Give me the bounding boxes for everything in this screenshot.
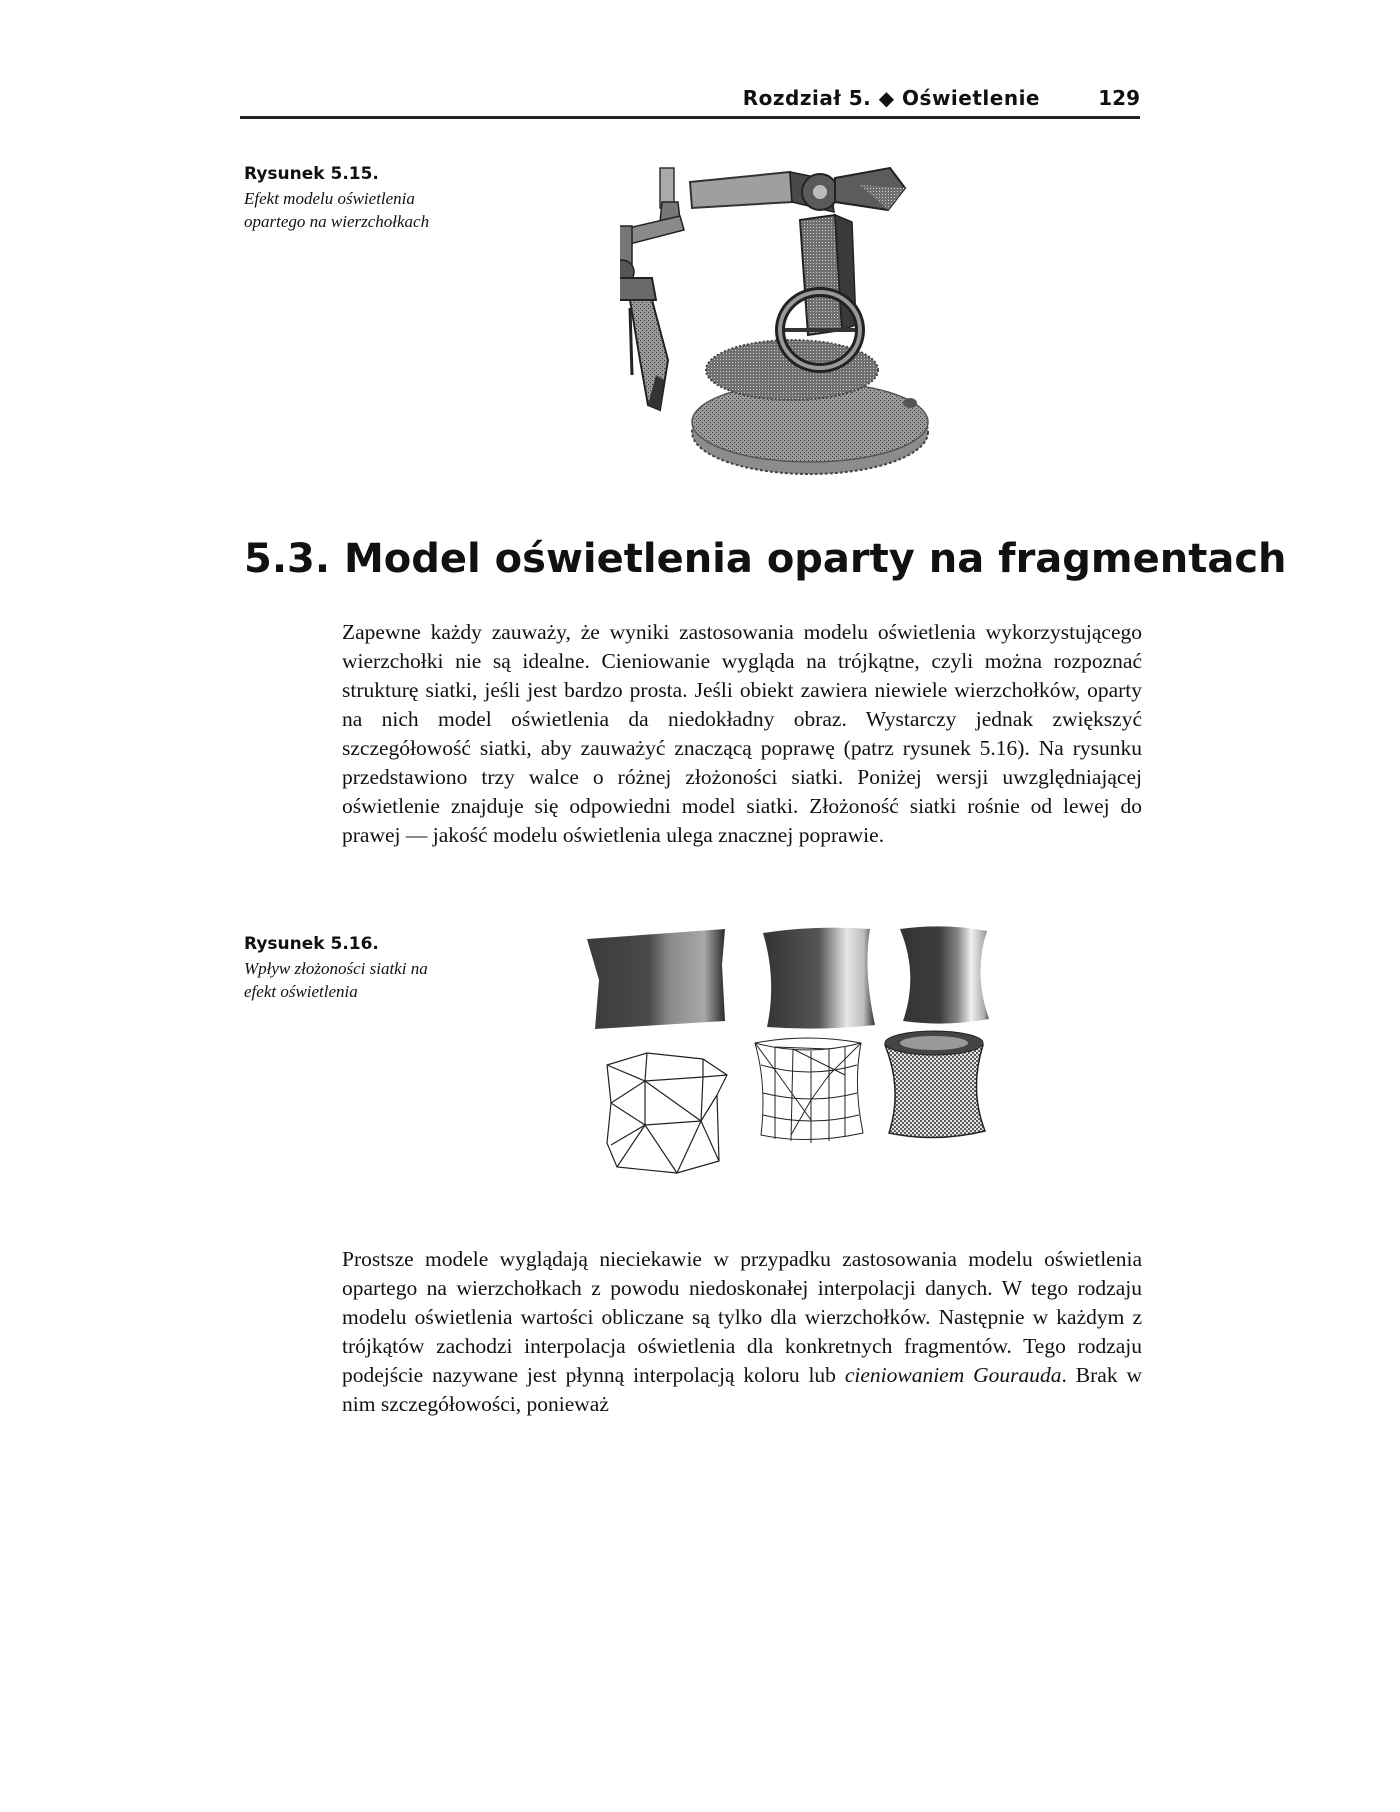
running-head <box>240 82 1140 119</box>
cylinders-figure <box>585 925 1015 1225</box>
emphasis-term: cieniowaniem Gourauda <box>844 1363 1062 1387</box>
paragraph-2-tail: . Brak w nim szczegółowości, ponieważ <box>342 1363 1143 1416</box>
robot-arm-figure <box>620 160 980 490</box>
section-title: 5.3. Model oświetlenia oparty na fragmentach <box>244 536 1287 582</box>
figure-caption-5-15 <box>244 164 464 233</box>
figure-caption-5-16 <box>244 934 464 1003</box>
paragraph-2 <box>342 1245 1142 1419</box>
figure-caption-text: Wpływ złożoności siatki na efekt oświetlenia <box>244 959 428 1001</box>
chapter-title: Rozdział 5. ◆ Oświetlenie <box>742 86 1040 110</box>
paragraph-1: Zapewne każdy zauważy, że wyniki zastosowania modelu oświetlenia wykorzystującego wierzchołki nie są idealne. Cieniowanie wygląda na trójkątne, czyli można rozpoznać strukturę siatki, jeśli jest bardzo prosta. Jeśli obiekt zawiera niewiele wierzchołków, oparty na nich model oświetlenia da niedokładny obraz. Wystarczy jednak zwiększyć szczegółowość siatki, aby zauważyć znaczącą poprawę (patrz rysunek 5.16). Na rysunku przedstawiono trzy walce o różnej złożoności siatki. Poniżej wersji uwzględniającej oświetlenie znajduje się odpowiedni model siatki. Złożoność siatki rośnie od lewej do prawej — jakość modelu oświetlenia ulega znacznej poprawie. <box>342 620 1142 847</box>
figure-label: Rysunek 5.16. <box>244 934 379 954</box>
figure-label: Rysunek 5.15. <box>244 164 379 184</box>
figure-caption-text: Efekt modelu oświetlenia opartego na wierzchołkach <box>244 189 430 231</box>
page-number: 129 <box>1098 86 1140 110</box>
paragraph-2-text: Prostsze modele wyglądają nieciekawie w przypadku zastosowania modelu oświetlenia opartego na wierzchołkach z powodu niedoskonałej interpolacji danych. W tego rodzaju modelu oświetlenia wartości obliczane są tylko dla wierzchołków. Następnie w każdym z trójkątów zachodzi interpolacja oświetlenia dla konkretnych fragmentów. Tego rodzaju podejście nazywane jest płynną interpolacją koloru lub <box>342 1247 1142 1387</box>
